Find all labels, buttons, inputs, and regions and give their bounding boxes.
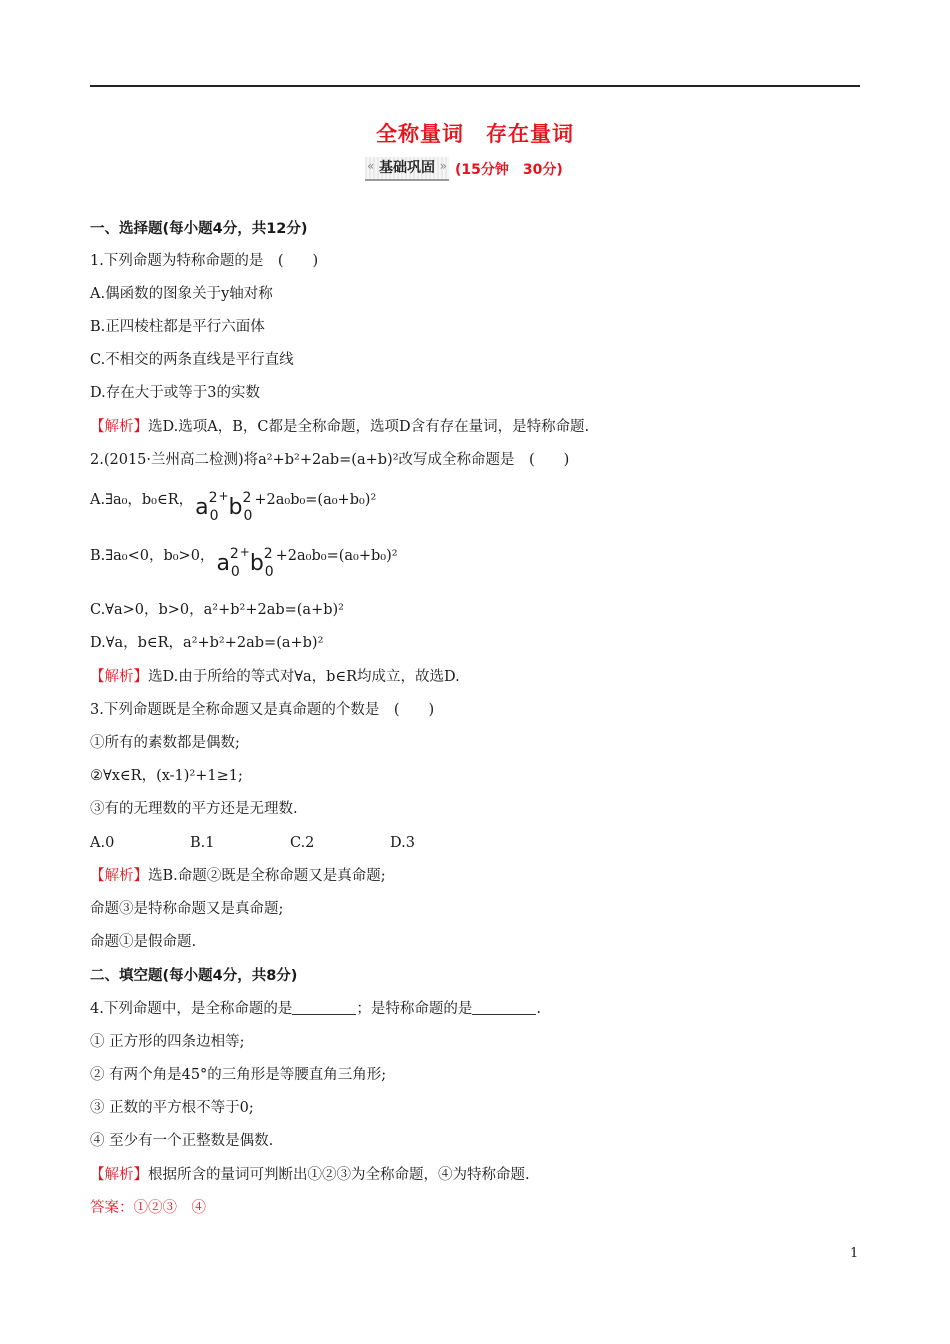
title-part-2: 存在量词 bbox=[486, 122, 574, 146]
basic-consolidation-badge bbox=[365, 157, 449, 181]
q2-option-b-math: $a^2_0^+b^2_0$ bbox=[216, 545, 274, 580]
quote-right-icon: » bbox=[439, 159, 447, 173]
header-rule bbox=[90, 85, 860, 87]
q3-options bbox=[90, 833, 490, 853]
answer-blank-1 bbox=[292, 1000, 356, 1015]
q2-option-b bbox=[90, 545, 398, 580]
timing-minutes: (15分钟 bbox=[455, 162, 509, 178]
q2-option-d: D.∀a，b∈R，a²+b²+2ab=(a+b)² bbox=[90, 635, 324, 651]
q4-explanation-text: 根据所含的量词可判断出①②③为全称命题，④为特称命题. bbox=[148, 1167, 530, 1183]
analysis-tag: 【解析】 bbox=[90, 1167, 148, 1183]
q4-statement-2: ② 有两个角是45°的三角形是等腰直角三角形; bbox=[90, 1067, 387, 1083]
q4-explanation bbox=[90, 1165, 530, 1185]
page-title bbox=[0, 118, 950, 148]
q2-option-b-prefix: B.∃a₀<0，b₀>0， bbox=[90, 548, 215, 564]
q3-option-b: B.1 bbox=[190, 835, 215, 851]
q1-option-b: B.正四棱柱都是平行六面体 bbox=[90, 319, 265, 335]
q4-statement-3: ③ 正数的平方根不等于0; bbox=[90, 1100, 254, 1116]
q4-statement-1: ① 正方形的四条边相等; bbox=[90, 1034, 245, 1050]
q1-explanation bbox=[90, 417, 589, 437]
q3-explanation-3: 命题①是假命题. bbox=[90, 934, 197, 950]
q4-statement-4: ④ 至少有一个正整数是偶数. bbox=[90, 1133, 274, 1149]
q3-statement-3: ③有的无理数的平方还是无理数. bbox=[90, 801, 298, 817]
q2-explanation bbox=[90, 667, 460, 687]
q2-option-a-prefix: A.∃a₀，b₀∈R， bbox=[90, 492, 194, 508]
q1-option-d: D.存在大于或等于3的实数 bbox=[90, 385, 260, 401]
badge-label: 基础巩固 bbox=[379, 160, 435, 176]
q3-explanation bbox=[90, 866, 386, 886]
q4-stem-part-1: 4.下列命题中，是全称命题的是 bbox=[90, 1001, 293, 1017]
page-number: 1 bbox=[850, 1246, 859, 1261]
answer-blank-2 bbox=[472, 1000, 536, 1015]
analysis-tag: 【解析】 bbox=[90, 419, 148, 435]
q3-explanation-text-1: 选B.命题②既是全称命题又是真命题; bbox=[148, 868, 386, 884]
q3-stem: 3.下列命题既是全称命题又是真命题的个数是 ( ) bbox=[90, 702, 435, 718]
timing-points: 30分) bbox=[522, 162, 563, 178]
q3-option-d: D.3 bbox=[390, 835, 415, 851]
q3-option-c: C.2 bbox=[290, 835, 315, 851]
q3-explanation-2: 命题③是特称命题又是真命题; bbox=[90, 901, 284, 917]
analysis-tag: 【解析】 bbox=[90, 868, 148, 884]
q1-option-c: C.不相交的两条直线是平行直线 bbox=[90, 352, 294, 368]
q2-option-a-suffix: +2a₀b₀=(a₀+b₀)² bbox=[254, 492, 377, 508]
section-badge-row bbox=[365, 157, 563, 183]
analysis-tag: 【解析】 bbox=[90, 669, 148, 685]
section-2-heading: 二、填空题(每小题4分，共8分) bbox=[90, 968, 298, 984]
q4-stem bbox=[90, 999, 541, 1019]
q2-option-c: C.∀a>0，b>0，a²+b²+2ab=(a+b)² bbox=[90, 602, 344, 618]
q2-explanation-text: 选D.由于所给的等式对∀a，b∈R均成立，故选D. bbox=[148, 669, 460, 685]
q4-stem-part-3: . bbox=[536, 1001, 541, 1017]
q1-stem: 1.下列命题为特称命题的是 ( ) bbox=[90, 253, 319, 269]
q1-option-a: A.偶函数的图象关于y轴对称 bbox=[90, 286, 273, 302]
q4-answer: 答案：①②③ ④ bbox=[90, 1200, 206, 1216]
q3-statement-2: ②∀x∈R，(x-1)²+1≥1; bbox=[90, 768, 243, 784]
q2-option-b-suffix: +2a₀b₀=(a₀+b₀)² bbox=[275, 548, 398, 564]
timing-label bbox=[455, 159, 563, 179]
section-1-heading: 一、选择题(每小题4分，共12分) bbox=[90, 221, 308, 237]
q3-option-a: A.0 bbox=[90, 835, 115, 851]
q3-statement-1: ①所有的素数都是偶数; bbox=[90, 735, 240, 751]
q4-stem-part-2: ；是特称命题的是 bbox=[356, 1001, 473, 1017]
title-part-1: 全称量词 bbox=[376, 122, 464, 146]
q1-explanation-text: 选D.选项A，B，C都是全称命题，选项D含有存在量词，是特称命题. bbox=[148, 419, 590, 435]
q2-stem: 2.(2015·兰州高二检测)将a²+b²+2ab=(a+b)²改写成全称命题是 ( ) bbox=[90, 452, 570, 468]
q2-option-a bbox=[90, 489, 377, 524]
q2-option-a-math: $a^2_0^+b^2_0$ bbox=[195, 489, 253, 524]
quote-left-icon: « bbox=[367, 159, 375, 173]
